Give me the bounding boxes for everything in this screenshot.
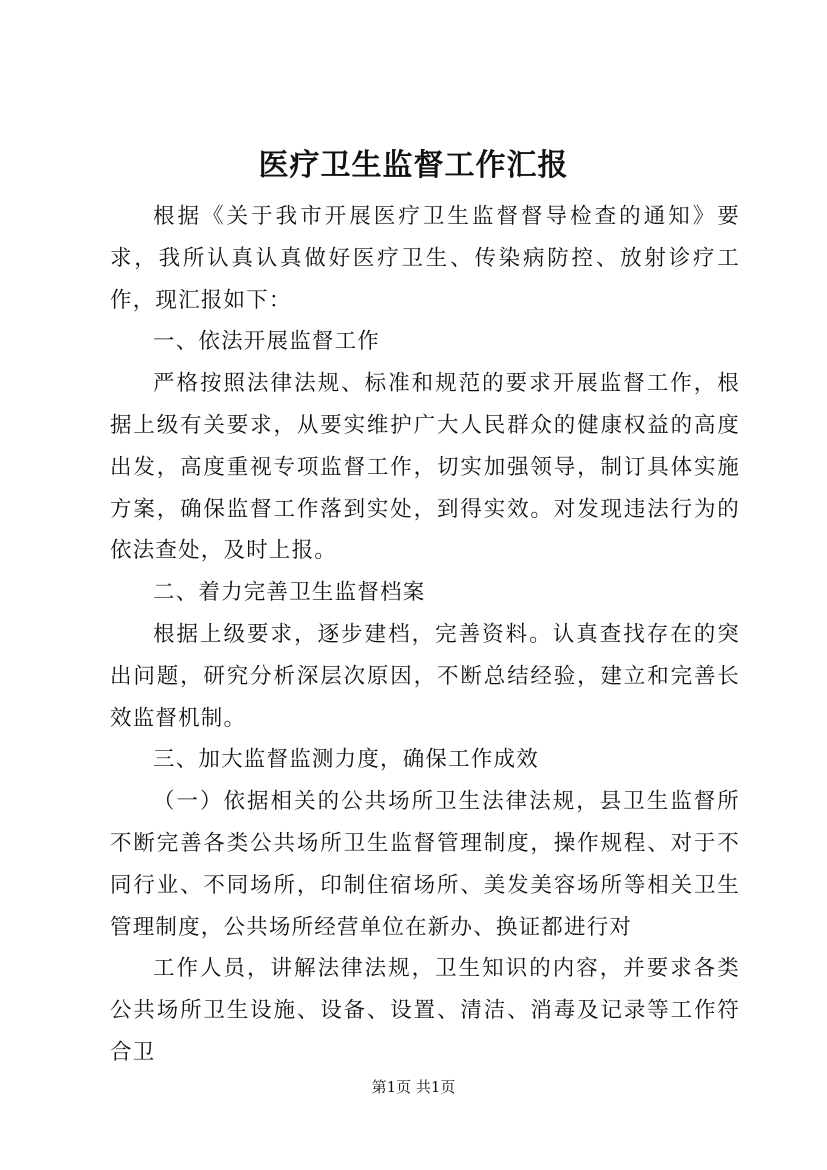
paragraph-section-1: 严格按照法律法规、标准和规范的要求开展监督工作，根据上级有关要求，从要实维护广大人民群众的健康权益的高度出发，高度重视专项监督工作，切实加强领导，制订具体实施方案，确保监督工作落到实处，到得实效。对发现违法行为的依法查处，及时上报。 [110, 371, 740, 564]
paragraph-section-3-continued: 工作人员，讲解法律法规，卫生知识的内容，并要求各类公共场所卫生设施、设备、设置、清洁、消毒及记录等工作符合卫 [110, 956, 740, 1065]
section-heading-3: 三、加大监督监测力度，确保工作成效 [153, 747, 539, 773]
paragraph-intro: 根据《关于我市开展医疗卫生监督督导检查的通知》要求，我所认真认真做好医疗卫生、传染病防控、放射诊疗工作，现汇报如下： [110, 204, 740, 313]
section-heading-2: 二、着力完善卫生监督档案 [153, 580, 426, 606]
section-heading-1: 一、依法开展监督工作 [153, 329, 381, 355]
paragraph-section-2: 根据上级要求，逐步建档，完善资料。认真查找存在的突出问题，研究分析深层次原因，不断总结经验，建立和完善长效监督机制。 [110, 621, 740, 731]
paragraph-section-3-item-1: （一）依据相关的公共场所卫生法律法规，县卫生监督所不断完善各类公共场所卫生监督管理制度，操作规程、对于不同行业、不同场所，印制住宿场所、美发美容场所等相关卫生管理制度，公共场所经营单位在新办、换证都进行对 [110, 789, 740, 940]
document-body [110, 196, 740, 1074]
page-footer: 第1页 共1页 [371, 1078, 456, 1096]
page-title: 医疗卫生监督工作汇报 [258, 148, 569, 183]
